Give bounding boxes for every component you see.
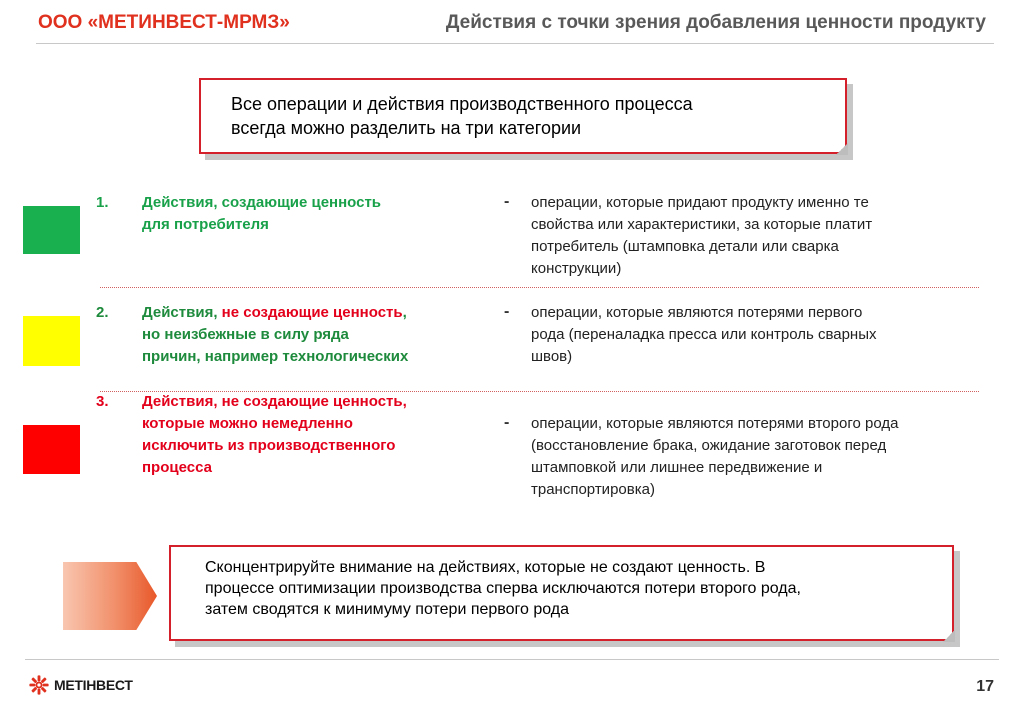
row-1-title-line-1: Действия, создающие ценность bbox=[142, 194, 382, 211]
row-3-desc-line-2: (восстановление брака, ожидание заготовок перед bbox=[531, 437, 887, 454]
conclusion-line-3: затем сводятся к минимуму потери первого рода bbox=[205, 601, 570, 618]
row-1-desc-line-2: свойства или характеристики, за которые платит bbox=[531, 216, 873, 233]
row-2-title bbox=[142, 302, 477, 368]
row-1-dash: - bbox=[504, 193, 510, 210]
row-1-desc-line-4: конструкции) bbox=[531, 260, 622, 277]
row-divider-1 bbox=[100, 287, 979, 288]
conclusion-callout bbox=[169, 545, 954, 641]
page-curl-icon bbox=[943, 630, 955, 642]
row-1-number: 1. bbox=[96, 194, 109, 211]
row-2-desc-line-2: рода (переналадка пресса или контроль сварных bbox=[531, 326, 877, 343]
row-2-title-line-1 bbox=[142, 302, 477, 324]
row-3-desc-line-3: штамповкой или лишнее передвижение и bbox=[531, 459, 823, 476]
green-category-swatch bbox=[23, 206, 80, 254]
conclusion-line-1: Сконцентрируйте внимание на действиях, которые не создают ценность. В bbox=[205, 559, 766, 576]
company-name: ООО «МЕТИНВЕСТ-МРМЗ» bbox=[38, 12, 290, 33]
row-3-title bbox=[142, 391, 477, 479]
row-2-desc-line-1: операции, которые являются потерями первого bbox=[531, 304, 863, 321]
row-3-title-line-1: Действия, не создающие ценность, bbox=[142, 393, 407, 410]
row-3-title-line-2: которые можно немедленно bbox=[142, 415, 353, 432]
row-2-title-line-2: но неизбежные в силу ряда bbox=[142, 326, 349, 343]
row-2-title-emphasis: не создающие ценность bbox=[221, 304, 403, 321]
arrow-right-icon bbox=[63, 562, 157, 630]
row-1-title bbox=[142, 192, 477, 236]
row-2-title-part-c: , bbox=[402, 304, 407, 321]
row-3-title-line-4: процесса bbox=[142, 459, 212, 476]
row-1-description bbox=[531, 192, 991, 280]
footer-divider bbox=[25, 659, 999, 660]
logo-text: МЕТІНВЕСТ bbox=[54, 677, 133, 693]
metinvest-star-icon bbox=[29, 675, 49, 695]
intro-line-2: всегда можно разделить на три категории bbox=[231, 118, 582, 138]
row-3-desc-line-1: операции, которые являются потерями второго рода bbox=[531, 415, 899, 432]
row-1-title-line-2: для потребителя bbox=[142, 216, 269, 233]
red-category-swatch bbox=[23, 425, 80, 474]
row-3-desc-line-4: транспортировка) bbox=[531, 481, 655, 498]
intro-callout bbox=[199, 78, 847, 154]
yellow-category-swatch bbox=[23, 316, 80, 366]
page-number: 17 bbox=[976, 678, 994, 695]
page-curl-icon bbox=[836, 143, 848, 155]
row-2-desc-line-3: швов) bbox=[531, 348, 573, 365]
row-1-desc-line-1: операции, которые придают продукту именно те bbox=[531, 194, 869, 211]
header-divider bbox=[36, 43, 994, 44]
row-2-title-line-3: причин, например технологических bbox=[142, 348, 409, 365]
row-2-number: 2. bbox=[96, 304, 109, 321]
row-3-description bbox=[531, 413, 991, 501]
slide-title: Действия с точки зрения добавления ценности продукту bbox=[445, 12, 986, 33]
row-3-number: 3. bbox=[96, 393, 109, 410]
row-2-dash: - bbox=[504, 303, 510, 320]
row-3-title-line-3: исключить из производственного bbox=[142, 437, 396, 454]
row-3-dash: - bbox=[504, 414, 510, 431]
row-1-desc-line-3: потребитель (штамповка детали или сварка bbox=[531, 238, 839, 255]
intro-line-1: Все операции и действия производственного процесса bbox=[231, 94, 693, 114]
company-logo bbox=[29, 675, 133, 695]
row-2-title-part-a: Действия, bbox=[142, 304, 222, 321]
row-2-description bbox=[531, 302, 991, 368]
conclusion-line-2: процессе оптимизации производства сперва исключаются потери второго рода, bbox=[205, 580, 801, 597]
